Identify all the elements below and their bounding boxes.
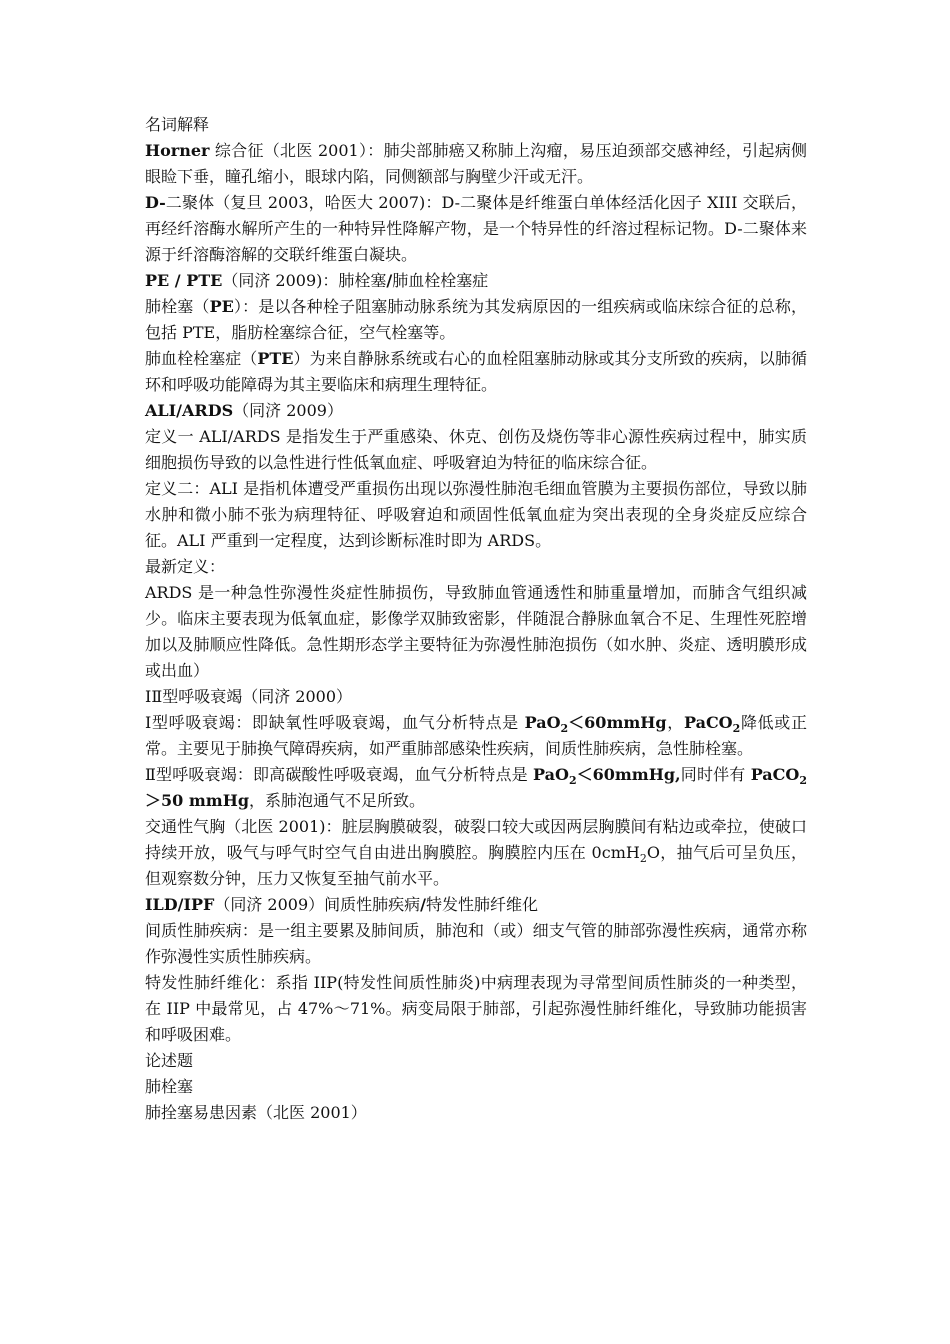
respiratory-failure-heading: ⅠⅡ型呼吸衰竭（同济 2000）	[145, 687, 353, 706]
ild-ipf-term: ILD/IPF	[145, 895, 215, 914]
horner-definition: Horner 综合征（北医 2001）：肺尖部肺癌又称肺上沟瘤，易压迫颈部交感神经，引起病侧眼睑下垂，瞳孔缩小，眼球内陷，同侧额部与胸壁少汗或无汗。	[145, 141, 807, 186]
ali-definition-one: 定义一 ALI/ARDS 是指发生于严重感染、休克、创伤及烧伤等非心源性疾病过程中，肺实质细胞损伤导致的以急性进行性低氧血症、呼吸窘迫为特征的临床综合征。	[145, 427, 807, 472]
pe-risk-factors-heading: 肺拴塞易患因素（北医 2001）	[145, 1103, 367, 1122]
horner-term: Horner	[145, 141, 210, 160]
ipf-definition: 特发性肺纤维化：系指 IIP(特发性间质性肺炎)中病理表现为寻常型间质性肺炎的一种类型，在 IIP 中最常见，占 47%～71%。病变局限于肺部，引起弥漫性肺纤维化，导致肺功能损害和呼吸困难。	[145, 973, 807, 1044]
ali-ards-term: ALI/ARDS	[145, 401, 234, 420]
ali-ards-heading: ALI/ARDS（同济 2009）	[145, 401, 343, 420]
ali-definition-two: 定义二：ALI 是指机体遭受严重损伤出现以弥漫性肺泡毛细血管膜为主要损伤部位，导致以肺水肿和微小肺不张为病理特征、呼吸窘迫和顽固性低氧血症为突出表现的全身炎症反应综合征。ALI 严重到一定程度，达到诊断标准时即为 ARDS。	[145, 479, 807, 550]
section-heading-essay: 论述题	[145, 1051, 194, 1070]
ddimer-definition: D-二聚体（复旦 2003，哈医大 2007)：D-二聚体是纤维蛋白单体经活化因子 XIII 交联后，再经纤溶酶水解所产生的一种特异性降解产物，是一个特异性的纤溶过程标记物。D-二聚体来源于纤溶酶溶解的交联纤维蛋白凝块。	[145, 193, 807, 264]
ards-definition: ARDS 是一种急性弥漫性炎症性肺损伤，导致肺血管通透性和肺重量增加，而肺含气组织减少。临床主要表现为低氧血症，影像学双肺致密影，伴随混合静脉血氧合不足、生理性死腔增加以及肺顺应性降低。急性期形态学主要特征为弥漫性肺泡损伤（如水肿、炎症、透明膜形成或出血）	[145, 583, 807, 680]
document-body	[145, 112, 807, 1126]
latest-definition-label: 最新定义：	[145, 557, 226, 576]
pte-term: PTE	[257, 349, 294, 368]
type2-respiratory-failure: Ⅱ型呼吸衰竭：即高碳酸性呼吸衰竭，血气分析特点是 PaO$_2$＜60mmHg,同时伴有 PaCO$_2$＞50 mmHg，系肺泡通气不足所致。	[145, 765, 807, 810]
open-pneumothorax-definition: 交通性气胸（北医 2001)：脏层胸膜破裂，破裂口较大或因两层胸膜间有粘边或牵拉，使破口持续开放，吸气与呼气时空气自由进出胸膜腔。胸膜腔内压在 0cmH$_2$O，抽气后可呈负压，但观察数分钟，压力又恢复至抽气前水平。	[145, 817, 807, 888]
ild-ipf-heading: ILD/IPF（同济 2009）间质性肺疾病/特发性肺纤维化	[145, 895, 538, 914]
pe-term: PE	[209, 297, 234, 316]
pe-definition: 肺栓塞（PE）：是以各种栓子阻塞肺动脉系统为其发病原因的一组疾病或临床综合征的总称，包括 PTE，脂肪栓塞综合征，空气栓塞等。	[145, 297, 807, 342]
pe-essay-heading: 肺栓塞	[145, 1077, 194, 1096]
type1-respiratory-failure: Ⅰ型呼吸衰竭：即缺氧性呼吸衰竭，血气分析特点是 PaO$_2$＜60mmHg，PaCO$_2$降低或正常。主要见于肺换气障碍疾病，如严重肺部感染性疾病，间质性肺疾病，急性肺栓塞。	[145, 713, 807, 758]
pe-pte-heading: PE / PTE（同济 2009)：肺栓塞/肺血栓栓塞症	[145, 271, 489, 290]
pe-pte-term: PE / PTE	[145, 271, 223, 290]
section-heading-terms: 名词解释	[145, 115, 210, 134]
ild-definition: 间质性肺疾病：是一组主要累及肺间质，肺泡和（或）细支气管的肺部弥漫性疾病，通常亦称作弥漫性实质性肺疾病。	[145, 921, 807, 966]
pte-definition: 肺血栓栓塞症（PTE）为来自静脉系统或右心的血栓阻塞肺动脉或其分支所致的疾病，以肺循环和呼吸功能障碍为其主要临床和病理生理特征。	[145, 349, 807, 394]
ddimer-term: D-	[145, 193, 166, 212]
